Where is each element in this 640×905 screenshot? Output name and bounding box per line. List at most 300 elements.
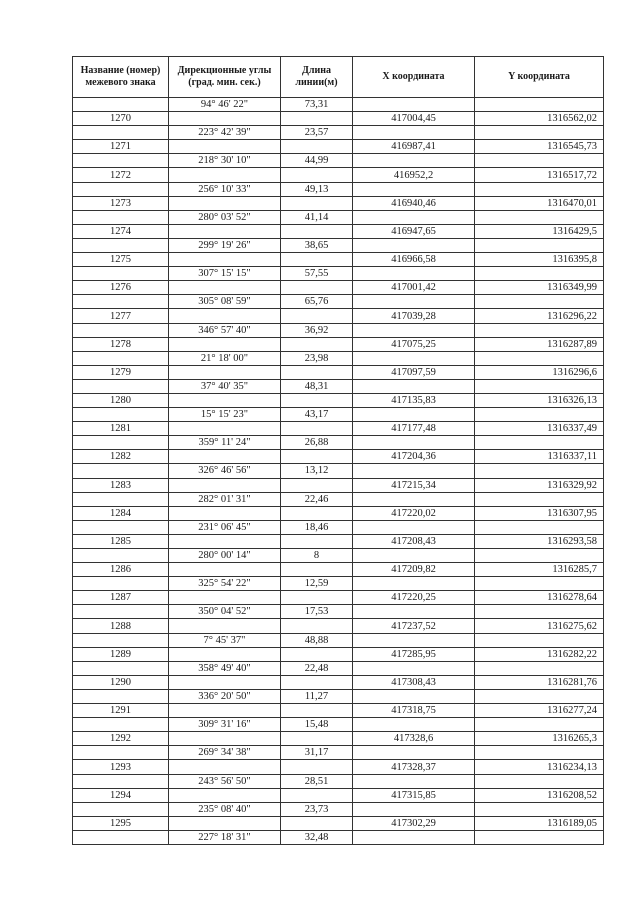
direction-angle-cell [169,309,281,323]
y-coordinate: 1316329,92 [475,478,604,492]
direction-angle: 15° 15' 23" [169,408,281,422]
point-row [73,704,604,718]
x-coordinate-cell [353,436,475,450]
segment-row [73,323,604,337]
y-coordinate-cell [475,210,604,224]
y-coordinate-cell [475,351,604,365]
y-coordinate-cell [475,379,604,393]
x-coordinate-cell [353,238,475,252]
line-length: 32,48 [281,830,353,844]
x-coordinate-cell [353,830,475,844]
table-body [73,98,604,845]
x-coordinate-cell [353,605,475,619]
direction-angle: 346° 57' 40" [169,323,281,337]
segment-row [73,126,604,140]
y-coordinate: 1316189,05 [475,816,604,830]
line-length-cell [281,224,353,238]
direction-angle: 336° 20' 50" [169,689,281,703]
point-row [73,506,604,520]
direction-angle: 7° 45' 37" [169,633,281,647]
direction-angle-cell [169,168,281,182]
line-length: 12,59 [281,577,353,591]
segment-row [73,605,604,619]
y-coordinate-cell [475,238,604,252]
line-length-cell [281,112,353,126]
y-coordinate: 1316282,22 [475,647,604,661]
point-name: 1289 [73,647,169,661]
y-coordinate-cell [475,830,604,844]
x-coordinate: 417328,37 [353,760,475,774]
point-row [73,450,604,464]
point-name-cell [73,577,169,591]
x-coordinate-cell [353,351,475,365]
x-coordinate-cell [353,154,475,168]
direction-angle-cell [169,591,281,605]
point-name: 1283 [73,478,169,492]
x-coordinate-cell [353,464,475,478]
y-coordinate: 1316275,62 [475,619,604,633]
y-coordinate-cell [475,549,604,563]
direction-angle-cell [169,112,281,126]
header-length: Длина линии(м) [281,57,353,98]
direction-angle: 218° 30' 10" [169,154,281,168]
x-coordinate: 417001,42 [353,281,475,295]
y-coordinate-cell [475,520,604,534]
direction-angle-cell [169,196,281,210]
y-coordinate: 1316337,11 [475,450,604,464]
point-row [73,422,604,436]
y-coordinate: 1316287,89 [475,337,604,351]
line-length-cell [281,619,353,633]
line-length-cell [281,337,353,351]
direction-angle: 350° 04' 52" [169,605,281,619]
segment-row [73,379,604,393]
direction-angle: 223° 42' 39" [169,126,281,140]
x-coordinate: 417135,83 [353,393,475,407]
line-length-cell [281,365,353,379]
x-coordinate-cell [353,379,475,393]
point-name: 1272 [73,168,169,182]
x-coordinate-cell [353,746,475,760]
direction-angle-cell [169,281,281,295]
segment-row [73,492,604,506]
point-name: 1276 [73,281,169,295]
x-coordinate-cell [353,492,475,506]
y-coordinate: 1316278,64 [475,591,604,605]
y-coordinate-cell [475,408,604,422]
point-row [73,816,604,830]
x-coordinate: 416966,58 [353,253,475,267]
y-coordinate: 1316517,72 [475,168,604,182]
point-row [73,168,604,182]
direction-angle-cell [169,619,281,633]
point-name-cell [73,492,169,506]
line-length: 43,17 [281,408,353,422]
point-name-cell [73,210,169,224]
direction-angle: 282° 01' 31" [169,492,281,506]
x-coordinate: 417039,28 [353,309,475,323]
line-length-cell [281,816,353,830]
y-coordinate-cell [475,323,604,337]
line-length: 26,88 [281,436,353,450]
direction-angle-cell [169,647,281,661]
y-coordinate-cell [475,267,604,281]
line-length-cell [281,253,353,267]
segment-row [73,746,604,760]
x-coordinate-cell [353,689,475,703]
line-length: 8 [281,549,353,563]
direction-angle: 37° 40' 35" [169,379,281,393]
point-row [73,337,604,351]
y-coordinate-cell [475,774,604,788]
point-name-cell [73,351,169,365]
point-name-cell [73,605,169,619]
point-name-cell [73,520,169,534]
direction-angle-cell [169,253,281,267]
point-row [73,563,604,577]
point-name: 1293 [73,760,169,774]
point-row [73,365,604,379]
segment-row [73,633,604,647]
segment-row [73,295,604,309]
segment-row [73,351,604,365]
header-name: Название (номер) межевого знака [73,57,169,98]
line-length-cell [281,168,353,182]
direction-angle: 307° 15' 15" [169,267,281,281]
x-coordinate: 416940,46 [353,196,475,210]
segment-row [73,661,604,675]
point-name: 1287 [73,591,169,605]
y-coordinate: 1316337,49 [475,422,604,436]
line-length-cell [281,309,353,323]
x-coordinate-cell [353,323,475,337]
line-length: 23,98 [281,351,353,365]
point-name: 1288 [73,619,169,633]
point-name: 1270 [73,112,169,126]
y-coordinate-cell [475,98,604,112]
line-length-cell [281,422,353,436]
direction-angle-cell [169,337,281,351]
point-name: 1290 [73,675,169,689]
point-row [73,253,604,267]
point-name: 1284 [73,506,169,520]
direction-angle: 21° 18' 00" [169,351,281,365]
y-coordinate-cell [475,718,604,732]
point-name: 1273 [73,196,169,210]
y-coordinate: 1316545,73 [475,140,604,154]
y-coordinate: 1316281,76 [475,675,604,689]
segment-row [73,154,604,168]
line-length: 41,14 [281,210,353,224]
y-coordinate: 1316429,5 [475,224,604,238]
point-name-cell [73,182,169,196]
y-coordinate: 1316470,01 [475,196,604,210]
y-coordinate-cell [475,436,604,450]
line-length: 38,65 [281,238,353,252]
point-row [73,675,604,689]
line-length: 44,99 [281,154,353,168]
point-name: 1271 [73,140,169,154]
direction-angle-cell [169,506,281,520]
point-row [73,591,604,605]
line-length-cell [281,647,353,661]
line-length-cell [281,591,353,605]
line-length: 23,57 [281,126,353,140]
line-length-cell [281,140,353,154]
header-row [73,57,604,98]
segment-row [73,267,604,281]
y-coordinate-cell [475,746,604,760]
x-coordinate: 417004,45 [353,112,475,126]
segment-row [73,802,604,816]
x-coordinate: 417215,34 [353,478,475,492]
line-length: 23,73 [281,802,353,816]
point-name-cell [73,689,169,703]
direction-angle-cell [169,675,281,689]
point-name: 1285 [73,534,169,548]
direction-angle-cell [169,563,281,577]
direction-angle: 231° 06' 45" [169,520,281,534]
y-coordinate: 1316277,24 [475,704,604,718]
coordinates-table [72,56,604,845]
direction-angle: 235° 08' 40" [169,802,281,816]
x-coordinate: 417285,95 [353,647,475,661]
x-coordinate: 417208,43 [353,534,475,548]
point-name-cell [73,661,169,675]
direction-angle: 309° 31' 16" [169,718,281,732]
x-coordinate: 416947,65 [353,224,475,238]
direction-angle: 280° 00' 14" [169,549,281,563]
point-name-cell [73,633,169,647]
segment-row [73,238,604,252]
y-coordinate-cell [475,492,604,506]
line-length: 22,48 [281,661,353,675]
y-coordinate: 1316234,13 [475,760,604,774]
y-coordinate-cell [475,126,604,140]
point-name-cell [73,379,169,393]
line-length-cell [281,506,353,520]
direction-angle-cell [169,816,281,830]
x-coordinate-cell [353,577,475,591]
y-coordinate-cell [475,802,604,816]
y-coordinate: 1316562,02 [475,112,604,126]
point-name-cell [73,323,169,337]
x-coordinate-cell [353,802,475,816]
segment-row [73,830,604,844]
line-length: 49,13 [281,182,353,196]
point-row [73,112,604,126]
direction-angle-cell [169,450,281,464]
y-coordinate: 1316208,52 [475,788,604,802]
line-length-cell [281,534,353,548]
y-coordinate: 1316293,58 [475,534,604,548]
header-y: Y координата [475,57,604,98]
direction-angle-cell [169,704,281,718]
line-length: 18,46 [281,520,353,534]
point-row [73,196,604,210]
direction-angle: 325° 54' 22" [169,577,281,591]
header-x: X координата [353,57,475,98]
y-coordinate-cell [475,464,604,478]
segment-row [73,549,604,563]
y-coordinate-cell [475,154,604,168]
direction-angle: 269° 34' 38" [169,746,281,760]
x-coordinate: 417204,36 [353,450,475,464]
point-name-cell [73,408,169,422]
x-coordinate: 417220,25 [353,591,475,605]
point-name: 1286 [73,563,169,577]
point-name: 1294 [73,788,169,802]
point-name-cell [73,98,169,112]
x-coordinate-cell [353,210,475,224]
direction-angle: 280° 03' 52" [169,210,281,224]
line-length-cell [281,450,353,464]
line-length-cell [281,788,353,802]
point-row [73,619,604,633]
line-length-cell [281,704,353,718]
x-coordinate-cell [353,126,475,140]
direction-angle-cell [169,365,281,379]
x-coordinate-cell [353,408,475,422]
line-length: 73,31 [281,98,353,112]
x-coordinate-cell [353,182,475,196]
line-length-cell [281,393,353,407]
x-coordinate: 417209,82 [353,563,475,577]
point-name: 1291 [73,704,169,718]
x-coordinate-cell [353,549,475,563]
point-name-cell [73,238,169,252]
line-length: 65,76 [281,295,353,309]
y-coordinate-cell [475,689,604,703]
line-length: 31,17 [281,746,353,760]
y-coordinate: 1316265,3 [475,732,604,746]
point-row [73,393,604,407]
direction-angle: 299° 19' 26" [169,238,281,252]
direction-angle: 94° 46' 22" [169,98,281,112]
segment-row [73,210,604,224]
x-coordinate: 417308,43 [353,675,475,689]
point-row [73,309,604,323]
direction-angle-cell [169,422,281,436]
direction-angle: 359° 11' 24" [169,436,281,450]
line-length: 48,88 [281,633,353,647]
direction-angle: 326° 46' 56" [169,464,281,478]
segment-row [73,436,604,450]
point-name: 1281 [73,422,169,436]
point-name: 1282 [73,450,169,464]
direction-angle: 243° 56' 50" [169,774,281,788]
line-length-cell [281,675,353,689]
point-name: 1295 [73,816,169,830]
direction-angle-cell [169,140,281,154]
line-length-cell [281,196,353,210]
segment-row [73,408,604,422]
x-coordinate-cell [353,718,475,732]
line-length: 57,55 [281,267,353,281]
point-name: 1279 [73,365,169,379]
point-name: 1278 [73,337,169,351]
y-coordinate: 1316296,6 [475,365,604,379]
segment-row [73,577,604,591]
direction-angle-cell [169,788,281,802]
point-row [73,760,604,774]
x-coordinate: 417075,25 [353,337,475,351]
y-coordinate-cell [475,633,604,647]
y-coordinate: 1316349,99 [475,281,604,295]
direction-angle: 227° 18' 31" [169,830,281,844]
line-length-cell [281,281,353,295]
line-length: 22,46 [281,492,353,506]
point-name-cell [73,267,169,281]
point-row [73,224,604,238]
x-coordinate-cell [353,661,475,675]
point-name: 1277 [73,309,169,323]
x-coordinate-cell [353,98,475,112]
y-coordinate: 1316326,13 [475,393,604,407]
x-coordinate: 417318,75 [353,704,475,718]
line-length: 17,53 [281,605,353,619]
point-name-cell [73,295,169,309]
x-coordinate-cell [353,774,475,788]
segment-row [73,520,604,534]
x-coordinate: 417220,02 [353,506,475,520]
line-length: 11,27 [281,689,353,703]
y-coordinate: 1316285,7 [475,563,604,577]
line-length: 13,12 [281,464,353,478]
point-name-cell [73,774,169,788]
header-angle: Дирекционные углы (град. мин. сек.) [169,57,281,98]
direction-angle-cell [169,224,281,238]
x-coordinate: 417315,85 [353,788,475,802]
point-row [73,140,604,154]
point-row [73,788,604,802]
direction-angle-cell [169,760,281,774]
direction-angle-cell [169,478,281,492]
segment-row [73,718,604,732]
point-name-cell [73,436,169,450]
x-coordinate: 417302,29 [353,816,475,830]
direction-angle: 305° 08' 59" [169,295,281,309]
x-coordinate: 417177,48 [353,422,475,436]
x-coordinate-cell [353,520,475,534]
x-coordinate-cell [353,267,475,281]
point-name: 1292 [73,732,169,746]
point-row [73,534,604,548]
line-length-cell [281,732,353,746]
y-coordinate-cell [475,605,604,619]
x-coordinate: 416952,2 [353,168,475,182]
y-coordinate-cell [475,661,604,675]
direction-angle: 358° 49' 40" [169,661,281,675]
direction-angle: 256° 10' 33" [169,182,281,196]
y-coordinate-cell [475,577,604,591]
point-name-cell [73,802,169,816]
point-name-cell [73,464,169,478]
segment-row [73,689,604,703]
line-length: 48,31 [281,379,353,393]
segment-row [73,464,604,478]
point-row [73,647,604,661]
point-name-cell [73,126,169,140]
x-coordinate: 416987,41 [353,140,475,154]
point-row [73,478,604,492]
direction-angle-cell [169,534,281,548]
x-coordinate: 417237,52 [353,619,475,633]
point-name-cell [73,718,169,732]
segment-row [73,182,604,196]
x-coordinate: 417328,6 [353,732,475,746]
line-length: 15,48 [281,718,353,732]
